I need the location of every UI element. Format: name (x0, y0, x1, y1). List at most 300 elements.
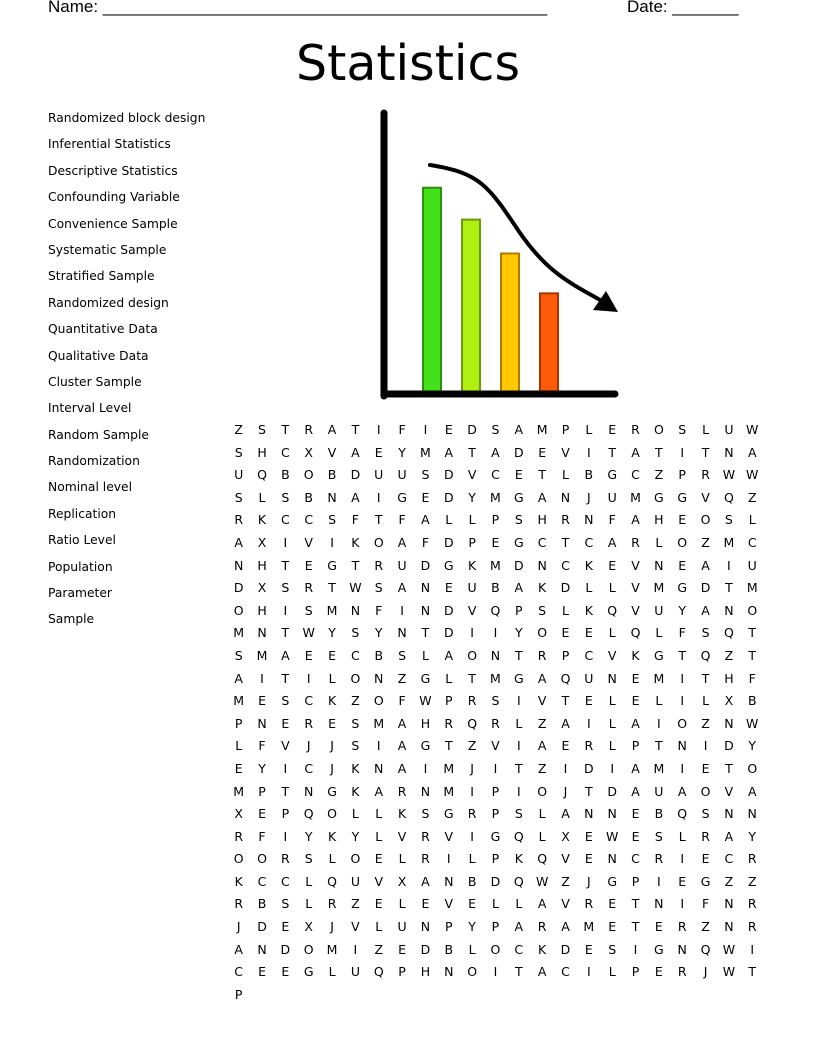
grid-letter[interactable]: L (608, 693, 616, 709)
grid-letter[interactable]: M (326, 602, 338, 618)
grid-letter[interactable]: G (513, 534, 524, 550)
grid-letter[interactable]: S (701, 625, 710, 641)
grid-letter[interactable]: Z (351, 693, 360, 709)
grid-letter[interactable]: B (584, 467, 594, 483)
grid-letter[interactable]: T (561, 693, 570, 709)
grid-letter[interactable]: P (398, 964, 406, 980)
grid-letter[interactable]: V (467, 602, 477, 618)
grid-letter[interactable]: R (327, 896, 337, 912)
grid-letter[interactable]: K (538, 580, 547, 596)
grid-letter[interactable]: Q (537, 851, 548, 867)
grid-letter[interactable]: R (561, 512, 570, 528)
grid-letter[interactable]: P (561, 647, 570, 663)
grid-letter[interactable]: A (631, 760, 640, 776)
grid-letter[interactable]: W (419, 693, 432, 709)
grid-letter[interactable]: T (561, 534, 570, 550)
grid-letter[interactable]: L (538, 806, 546, 822)
grid-letter[interactable]: A (701, 557, 710, 573)
grid-letter[interactable]: D (443, 489, 454, 505)
grid-letter[interactable]: A (234, 534, 243, 550)
grid-letter[interactable]: S (351, 625, 360, 641)
grid-letter[interactable]: O (373, 693, 384, 709)
grid-letter[interactable]: S (234, 489, 243, 505)
grid-letter[interactable]: E (631, 693, 640, 709)
grid-letter[interactable]: R (677, 964, 687, 980)
grid-letter[interactable]: S (328, 512, 337, 528)
grid-letter[interactable]: F (748, 670, 756, 686)
grid-letter[interactable]: A (537, 670, 547, 686)
grid-letter[interactable]: I (516, 693, 521, 709)
grid-letter[interactable]: I (306, 670, 311, 686)
grid-letter[interactable]: T (468, 444, 476, 460)
grid-letter[interactable]: Q (677, 806, 688, 822)
grid-letter[interactable]: A (631, 512, 640, 528)
grid-letter[interactable]: L (375, 806, 383, 822)
grid-letter[interactable]: I (516, 738, 521, 754)
grid-letter[interactable]: T (281, 557, 290, 573)
grid-letter[interactable]: Y (374, 625, 383, 641)
grid-letter[interactable]: P (258, 783, 266, 799)
grid-letter[interactable]: L (608, 738, 616, 754)
grid-letter[interactable]: H (654, 512, 664, 528)
grid-letter[interactable]: O (677, 534, 688, 550)
grid-letter[interactable]: W (722, 467, 736, 483)
grid-letter[interactable]: T (514, 964, 523, 980)
grid-letter[interactable]: L (515, 896, 523, 912)
grid-letter[interactable]: L (468, 851, 476, 867)
grid-letter[interactable]: X (304, 444, 313, 460)
grid-letter[interactable]: D (513, 444, 524, 460)
grid-letter[interactable]: G (513, 670, 524, 686)
grid-letter[interactable]: I (586, 715, 591, 731)
grid-letter[interactable]: N (444, 964, 454, 980)
grid-letter[interactable]: F (701, 896, 710, 912)
grid-letter[interactable]: G (654, 941, 664, 957)
grid-letter[interactable]: F (421, 534, 430, 550)
grid-letter[interactable]: E (631, 828, 640, 844)
grid-letter[interactable]: M (630, 489, 641, 505)
grid-letter[interactable]: I (703, 738, 708, 754)
grid-letter[interactable]: C (747, 534, 757, 550)
grid-letter[interactable]: E (491, 534, 500, 550)
grid-letter[interactable]: C (631, 851, 640, 867)
grid-letter[interactable]: G (420, 738, 431, 754)
grid-letter[interactable]: R (374, 557, 384, 573)
grid-letter[interactable]: A (514, 919, 524, 935)
grid-letter[interactable]: A (537, 896, 547, 912)
grid-letter[interactable]: C (491, 467, 500, 483)
grid-letter[interactable]: Y (328, 625, 336, 641)
grid-letter[interactable]: T (631, 919, 640, 935)
grid-letter[interactable]: K (234, 873, 243, 889)
grid-letter[interactable]: T (748, 625, 757, 641)
grid-letter[interactable]: O (700, 783, 711, 799)
grid-letter[interactable]: E (701, 760, 710, 776)
grid-letter[interactable]: L (468, 941, 476, 957)
grid-letter[interactable]: I (680, 896, 685, 912)
grid-letter[interactable]: M (443, 760, 455, 776)
grid-letter[interactable]: N (724, 715, 734, 731)
grid-letter[interactable]: O (747, 602, 758, 618)
grid-letter[interactable]: A (421, 512, 430, 528)
grid-letter[interactable]: N (257, 715, 267, 731)
grid-letter[interactable]: S (281, 693, 290, 709)
grid-letter[interactable]: E (398, 941, 407, 957)
grid-letter[interactable]: G (303, 964, 314, 980)
grid-letter[interactable]: L (585, 580, 593, 596)
grid-letter[interactable]: I (376, 738, 381, 754)
grid-letter[interactable]: I (680, 670, 685, 686)
grid-letter[interactable]: Q (630, 625, 641, 641)
grid-letter[interactable]: V (327, 444, 337, 460)
grid-letter[interactable]: D (724, 738, 734, 754)
grid-letter[interactable]: D (443, 602, 454, 618)
grid-letter[interactable]: L (235, 738, 243, 754)
grid-letter[interactable]: T (351, 422, 360, 437)
grid-letter[interactable]: I (633, 941, 638, 957)
grid-letter[interactable]: V (281, 738, 290, 754)
grid-letter[interactable]: R (234, 896, 244, 912)
grid-letter[interactable]: M (746, 580, 758, 596)
grid-letter[interactable]: L (608, 715, 616, 731)
grid-letter[interactable]: T (281, 422, 290, 437)
grid-letter[interactable]: E (281, 919, 290, 935)
grid-letter[interactable]: D (560, 580, 571, 596)
grid-letter[interactable]: A (397, 760, 407, 776)
grid-letter[interactable]: O (653, 422, 664, 437)
grid-letter[interactable]: C (584, 647, 594, 663)
grid-letter[interactable]: T (374, 512, 383, 528)
grid-letter[interactable]: Z (561, 873, 570, 889)
grid-letter[interactable]: H (420, 715, 431, 731)
grid-letter[interactable]: A (631, 783, 640, 799)
grid-letter[interactable]: S (304, 851, 313, 867)
grid-letter[interactable]: A (631, 444, 640, 460)
grid-letter[interactable]: D (280, 941, 291, 957)
grid-letter[interactable]: A (747, 444, 757, 460)
grid-letter[interactable]: V (351, 919, 360, 935)
grid-letter[interactable]: C (561, 557, 570, 573)
grid-letter[interactable]: C (537, 534, 547, 550)
grid-letter[interactable]: B (467, 873, 477, 889)
grid-letter[interactable]: V (561, 851, 570, 867)
grid-letter[interactable]: J (330, 738, 334, 754)
grid-letter[interactable]: Q (700, 647, 711, 663)
grid-letter[interactable]: C (257, 873, 267, 889)
grid-letter[interactable]: J (563, 783, 568, 799)
grid-letter[interactable]: Q (700, 941, 711, 957)
grid-letter[interactable]: V (467, 467, 477, 483)
grid-letter[interactable]: L (538, 828, 546, 844)
grid-letter[interactable]: R (397, 783, 407, 799)
grid-letter[interactable]: A (234, 670, 243, 686)
grid-letter[interactable]: E (608, 919, 617, 935)
grid-letter[interactable]: A (281, 647, 290, 663)
grid-letter[interactable]: O (233, 851, 244, 867)
grid-letter[interactable]: E (678, 873, 687, 889)
grid-letter[interactable]: Y (351, 828, 360, 844)
grid-letter[interactable]: M (490, 489, 501, 505)
name-field-label[interactable]: Name: _______________________________________________ (48, 0, 548, 16)
grid-letter[interactable]: E (304, 647, 313, 663)
grid-letter[interactable]: K (584, 602, 593, 618)
grid-letter[interactable]: P (631, 738, 640, 754)
grid-letter[interactable]: U (234, 467, 244, 483)
grid-letter[interactable]: R (654, 851, 664, 867)
grid-letter[interactable]: I (283, 760, 288, 776)
grid-letter[interactable]: L (515, 715, 523, 731)
grid-letter[interactable]: A (444, 647, 454, 663)
grid-letter[interactable]: D (513, 557, 524, 573)
grid-letter[interactable]: O (233, 602, 244, 618)
grid-letter[interactable]: R (701, 828, 710, 844)
grid-letter[interactable]: I (283, 828, 288, 844)
grid-letter[interactable]: Z (234, 422, 243, 437)
grid-letter[interactable]: A (397, 715, 407, 731)
grid-letter[interactable]: E (631, 670, 640, 686)
grid-letter[interactable]: T (725, 580, 733, 596)
grid-letter[interactable]: E (631, 806, 640, 822)
grid-letter[interactable]: Y (678, 602, 687, 618)
grid-letter[interactable]: J (330, 919, 334, 935)
grid-letter[interactable]: S (654, 828, 663, 844)
grid-letter[interactable]: A (514, 422, 524, 437)
grid-letter[interactable]: L (491, 896, 499, 912)
grid-letter[interactable]: R (421, 828, 430, 844)
grid-letter[interactable]: L (585, 422, 593, 437)
grid-letter[interactable]: M (256, 647, 268, 663)
grid-letter[interactable]: L (562, 467, 569, 483)
grid-letter[interactable]: A (537, 738, 547, 754)
grid-letter[interactable]: K (538, 941, 547, 957)
grid-letter[interactable]: Q (560, 670, 571, 686)
grid-letter[interactable]: T (281, 783, 290, 799)
grid-letter[interactable]: R (421, 851, 430, 867)
grid-letter[interactable]: I (680, 851, 685, 867)
grid-letter[interactable]: N (654, 896, 664, 912)
grid-letter[interactable]: B (444, 941, 454, 957)
grid-letter[interactable]: R (304, 715, 314, 731)
grid-letter[interactable]: Q (467, 715, 478, 731)
grid-letter[interactable]: D (420, 941, 431, 957)
grid-letter[interactable]: A (234, 941, 243, 957)
grid-letter[interactable]: K (397, 806, 407, 822)
grid-letter[interactable]: R (234, 828, 244, 844)
grid-letter[interactable]: E (328, 715, 336, 731)
grid-letter[interactable]: A (607, 534, 617, 550)
grid-letter[interactable]: B (374, 647, 384, 663)
grid-letter[interactable]: U (374, 467, 384, 483)
grid-letter[interactable]: E (374, 896, 383, 912)
grid-letter[interactable]: P (491, 851, 500, 867)
grid-letter[interactable]: M (233, 625, 245, 641)
grid-letter[interactable]: X (304, 919, 313, 935)
grid-letter[interactable]: B (257, 896, 267, 912)
grid-letter[interactable]: R (234, 512, 244, 528)
grid-letter[interactable]: O (467, 647, 478, 663)
grid-letter[interactable]: L (328, 851, 336, 867)
grid-letter[interactable]: E (608, 557, 617, 573)
grid-letter[interactable]: N (724, 919, 734, 935)
grid-letter[interactable]: K (468, 557, 477, 573)
grid-letter[interactable]: D (443, 467, 454, 483)
grid-letter[interactable]: T (725, 760, 733, 776)
grid-letter[interactable]: M (443, 783, 455, 799)
grid-letter[interactable]: P (281, 806, 290, 822)
grid-letter[interactable]: I (493, 760, 498, 776)
grid-letter[interactable]: W (746, 467, 759, 483)
grid-letter[interactable]: T (281, 625, 290, 641)
grid-letter[interactable]: C (724, 851, 734, 867)
grid-letter[interactable]: I (446, 851, 451, 867)
grid-letter[interactable]: E (514, 467, 523, 483)
grid-letter[interactable]: N (607, 670, 617, 686)
grid-letter[interactable]: Q (327, 873, 337, 889)
grid-letter[interactable]: S (678, 422, 687, 437)
grid-letter[interactable]: I (423, 760, 428, 776)
grid-letter[interactable]: N (537, 557, 547, 573)
grid-letter[interactable]: O (303, 941, 314, 957)
grid-letter[interactable]: B (747, 693, 757, 709)
grid-letter[interactable]: I (727, 557, 731, 573)
grid-letter[interactable]: D (443, 625, 454, 641)
grid-letter[interactable]: I (493, 964, 498, 980)
grid-letter[interactable]: A (537, 489, 547, 505)
grid-letter[interactable]: V (631, 580, 640, 596)
grid-letter[interactable]: E (234, 760, 243, 776)
grid-letter[interactable]: S (234, 647, 243, 663)
grid-letter[interactable]: A (537, 964, 547, 980)
grid-letter[interactable]: D (467, 422, 477, 437)
grid-letter[interactable]: Z (747, 489, 757, 505)
grid-letter[interactable]: N (560, 489, 571, 505)
grid-letter[interactable]: E (608, 422, 617, 437)
grid-letter[interactable]: U (654, 783, 664, 799)
grid-letter[interactable]: C (584, 534, 594, 550)
grid-letter[interactable]: I (563, 760, 568, 776)
grid-letter[interactable]: V (701, 489, 710, 505)
grid-letter[interactable]: N (724, 896, 734, 912)
grid-letter[interactable]: A (701, 602, 710, 618)
grid-letter[interactable]: S (234, 444, 243, 460)
grid-letter[interactable]: I (657, 715, 661, 731)
grid-letter[interactable]: R (631, 422, 640, 437)
grid-letter[interactable]: X (257, 580, 267, 596)
grid-letter[interactable]: O (747, 760, 758, 776)
grid-letter[interactable]: P (561, 422, 570, 437)
grid-letter[interactable]: H (257, 602, 267, 618)
grid-letter[interactable]: I (657, 873, 661, 889)
grid-letter[interactable]: R (631, 534, 640, 550)
grid-letter[interactable]: N (374, 670, 384, 686)
grid-letter[interactable]: I (516, 783, 521, 799)
grid-letter[interactable]: K (351, 783, 360, 799)
grid-letter[interactable]: V (561, 444, 570, 460)
grid-letter[interactable]: M (233, 783, 245, 799)
grid-letter[interactable]: G (607, 467, 618, 483)
grid-letter[interactable]: P (234, 986, 243, 1002)
grid-letter[interactable]: A (677, 783, 687, 799)
grid-letter[interactable]: S (724, 512, 733, 528)
grid-letter[interactable]: S (351, 738, 360, 754)
grid-letter[interactable]: S (701, 806, 710, 822)
grid-letter[interactable]: F (258, 828, 266, 844)
grid-letter[interactable]: O (327, 806, 337, 822)
grid-letter[interactable]: Q (257, 467, 267, 483)
grid-letter[interactable]: I (680, 444, 685, 460)
grid-letter[interactable]: E (584, 625, 593, 641)
grid-letter[interactable]: T (678, 647, 687, 663)
grid-letter[interactable]: J (703, 964, 708, 980)
grid-letter[interactable]: L (375, 828, 383, 844)
grid-letter[interactable]: D (700, 580, 711, 596)
grid-letter[interactable]: R (281, 851, 290, 867)
grid-letter[interactable]: C (304, 693, 314, 709)
grid-letter[interactable]: G (327, 783, 337, 799)
grid-letter[interactable]: N (420, 580, 431, 596)
grid-letter[interactable]: U (654, 602, 664, 618)
grid-letter[interactable]: I (680, 693, 685, 709)
grid-letter[interactable]: E (374, 444, 383, 460)
grid-letter[interactable]: N (233, 557, 244, 573)
grid-letter[interactable]: X (397, 873, 407, 889)
grid-letter[interactable]: M (536, 422, 548, 437)
grid-letter[interactable]: J (330, 760, 334, 776)
grid-letter[interactable]: T (748, 647, 757, 663)
grid-letter[interactable]: R (677, 919, 687, 935)
grid-letter[interactable]: I (376, 489, 381, 505)
grid-letter[interactable]: G (607, 873, 618, 889)
grid-letter[interactable]: A (397, 534, 407, 550)
grid-letter[interactable]: S (258, 422, 266, 437)
grid-letter[interactable]: A (561, 806, 570, 822)
grid-letter[interactable]: K (327, 828, 337, 844)
grid-letter[interactable]: X (561, 828, 570, 844)
grid-letter[interactable]: A (351, 489, 360, 505)
grid-letter[interactable]: N (747, 806, 757, 822)
grid-letter[interactable]: L (468, 512, 476, 528)
grid-letter[interactable]: S (398, 647, 407, 663)
grid-letter[interactable]: T (748, 964, 757, 980)
grid-letter[interactable]: A (397, 738, 407, 754)
grid-letter[interactable]: G (677, 489, 688, 505)
grid-letter[interactable]: G (443, 806, 454, 822)
grid-letter[interactable]: R (747, 896, 757, 912)
grid-letter[interactable]: T (421, 625, 430, 641)
grid-letter[interactable]: N (397, 625, 407, 641)
grid-letter[interactable]: A (351, 444, 360, 460)
grid-letter[interactable]: N (584, 512, 594, 528)
grid-letter[interactable]: B (304, 489, 313, 505)
grid-letter[interactable]: G (654, 647, 664, 663)
grid-letter[interactable]: A (444, 444, 454, 460)
grid-letter[interactable]: V (561, 896, 570, 912)
grid-letter[interactable]: W (722, 964, 736, 980)
grid-letter[interactable]: L (305, 873, 313, 889)
grid-letter[interactable]: L (445, 512, 453, 528)
grid-letter[interactable]: W (746, 715, 759, 731)
grid-letter[interactable]: S (514, 512, 523, 528)
grid-letter[interactable]: C (561, 964, 570, 980)
grid-letter[interactable]: E (654, 964, 663, 980)
grid-letter[interactable]: G (700, 873, 711, 889)
grid-letter[interactable]: M (490, 557, 501, 573)
grid-letter[interactable]: B (281, 467, 290, 483)
grid-letter[interactable]: D (490, 873, 501, 889)
grid-letter[interactable]: Q (513, 873, 524, 889)
grid-letter[interactable]: Z (374, 941, 384, 957)
grid-letter[interactable]: Y (398, 444, 406, 460)
